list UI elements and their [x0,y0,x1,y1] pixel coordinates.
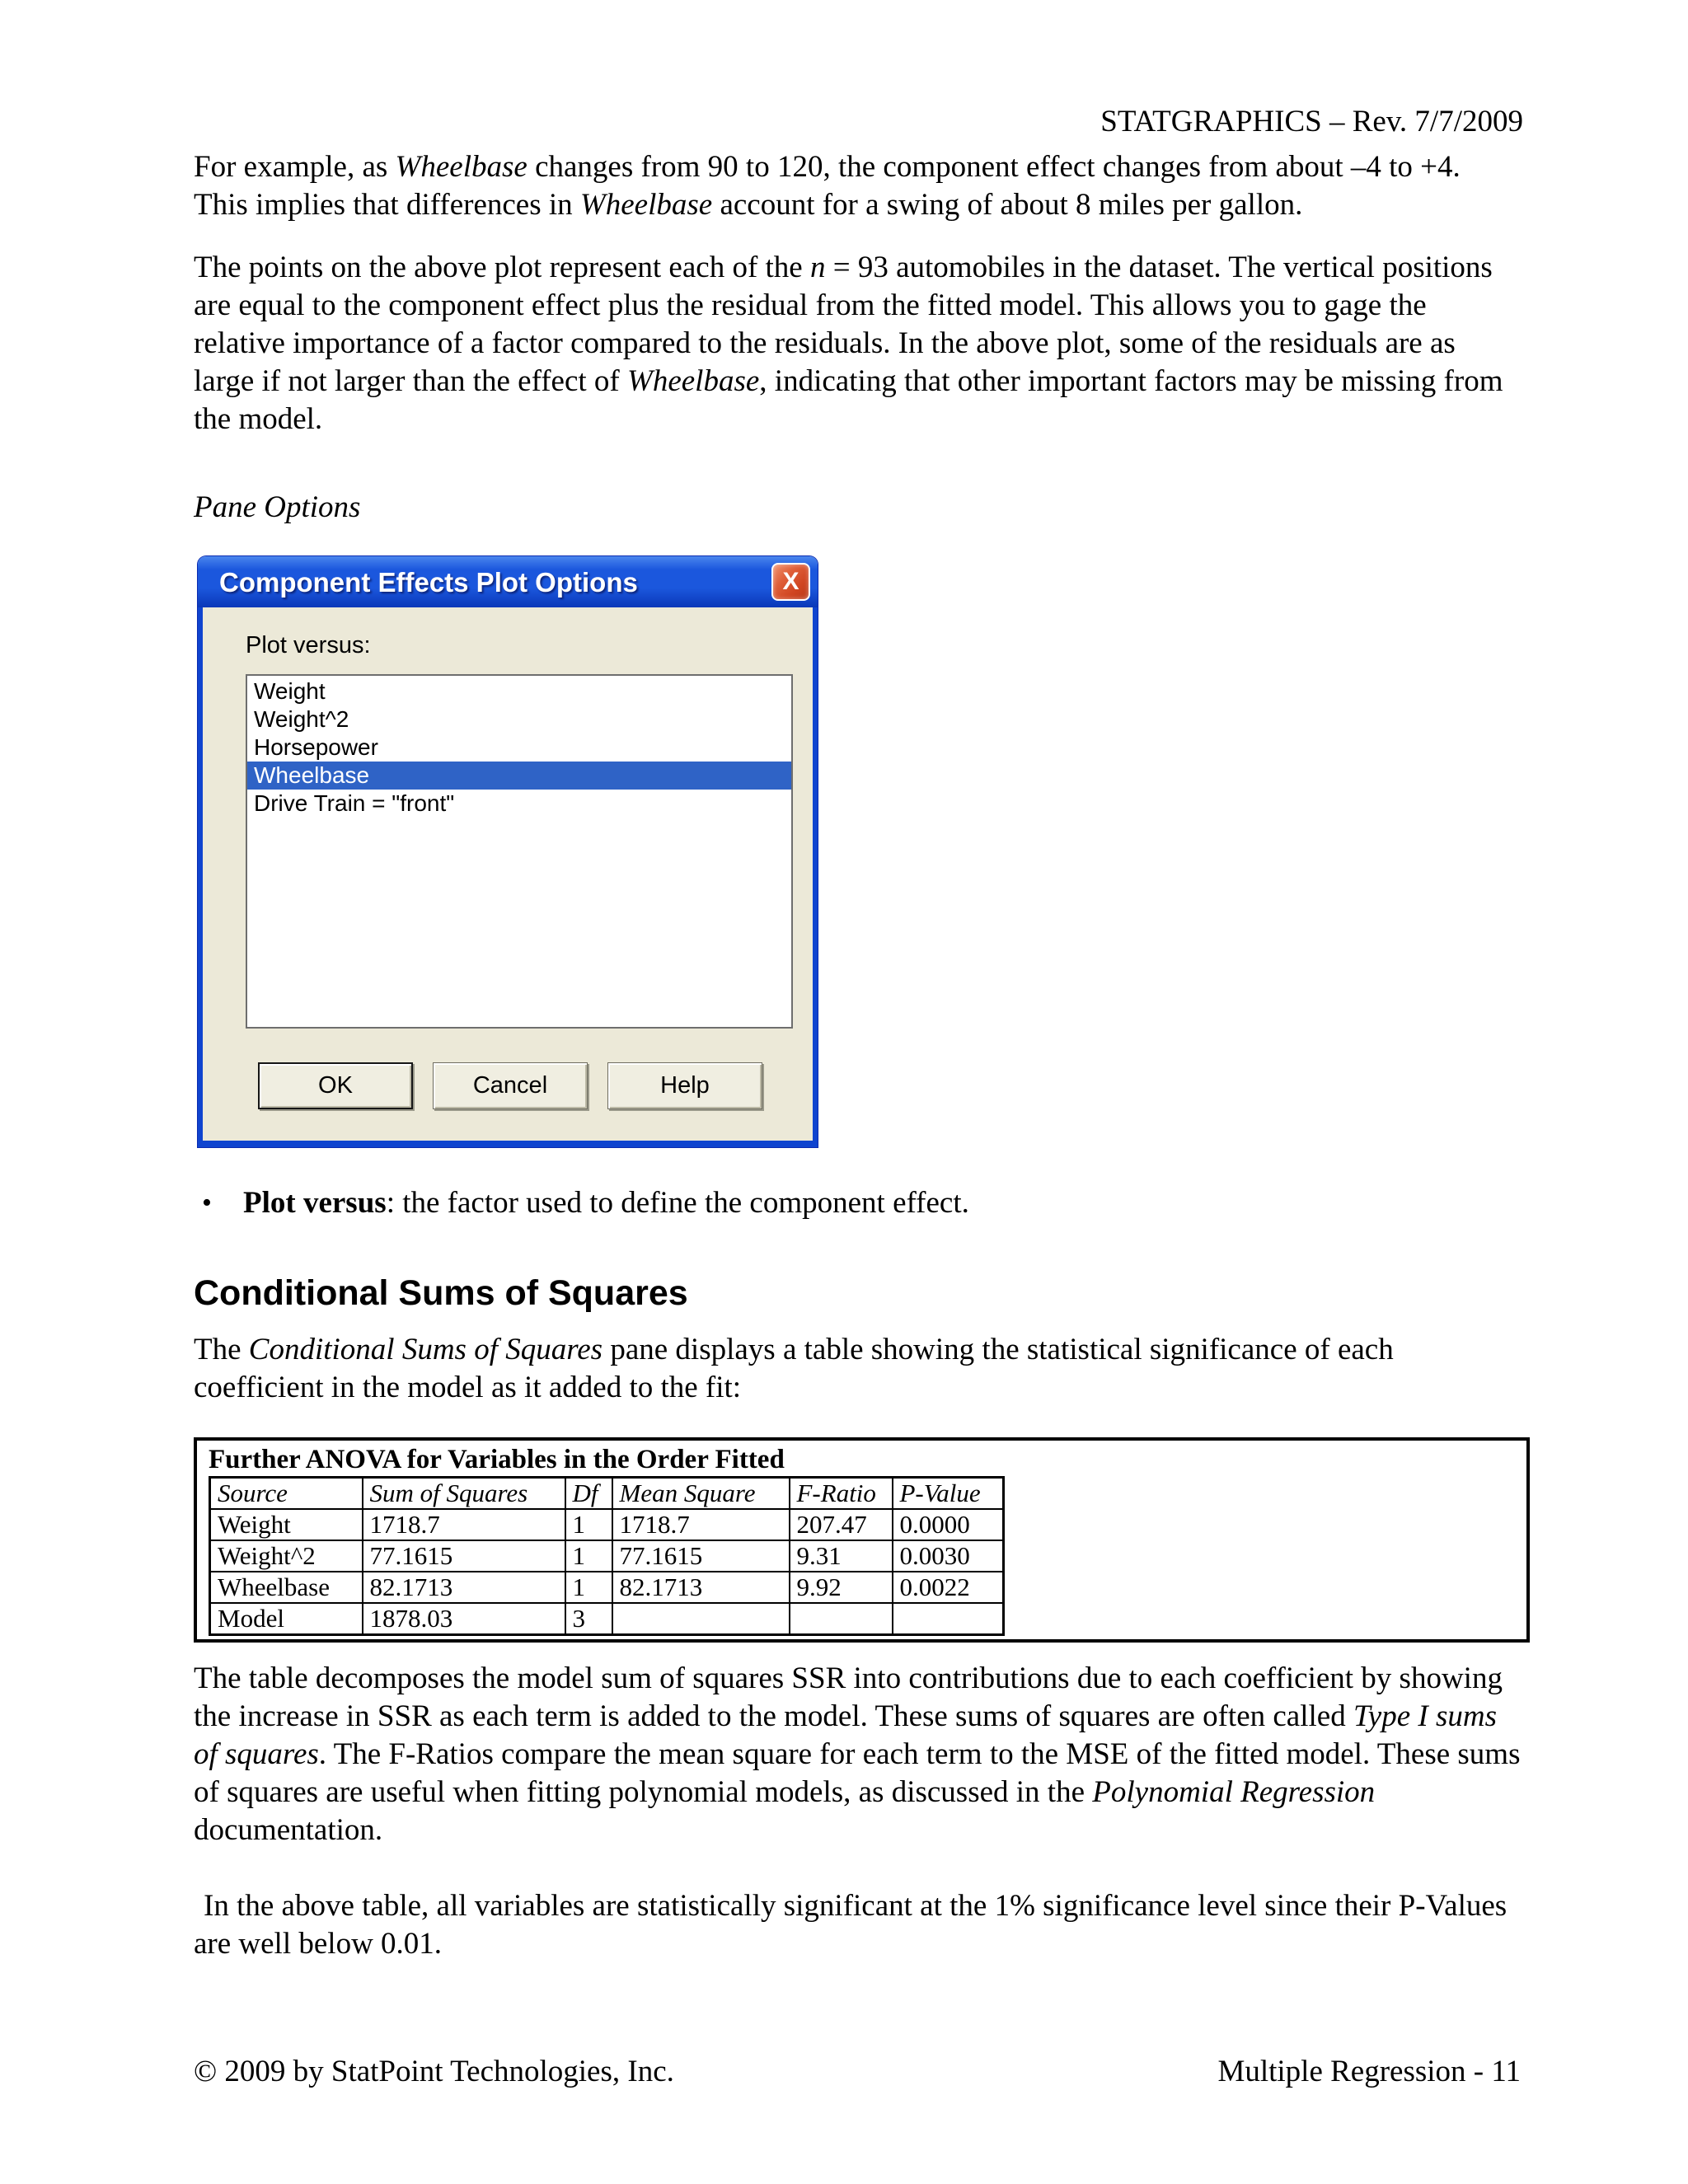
list-item-weight-2[interactable]: Weight^2 [254,706,349,732]
section-heading: Conditional Sums of Squares [194,1273,688,1313]
bullet-text: Plot versus: the factor used to define the component effect. [243,1186,969,1220]
anova-col-f-ratio: F-Ratio [790,1478,893,1510]
anova-col-source: Source [210,1478,363,1510]
paragraph-points-on-plot: The points on the above plot represent each of the n = 93 automobiles in the dataset. The vertical positions are equal to the component effect plus the residual from the fitted model. This allows you to gage the relative importance of a factor compared to the residuals. In the above plot, some of the residuals are as large if not larger than the effect of Wheelbase, indicating that other important factors may be missing from the model. [194,251,1503,436]
pane-options-heading: Pane Options [194,490,361,524]
anova-table-title: Further ANOVA for Variables in the Order Fitted [209,1445,785,1474]
plot-versus-label: Plot versus: [246,632,371,658]
dialog-title: Component Effects Plot Options [219,567,638,598]
anova-table [209,1476,1005,1636]
anova-header-row [210,1478,1004,1510]
list-item-drive-train-front[interactable]: Drive Train = "front" [254,790,455,816]
anova-col-df: Df [565,1478,612,1510]
plot-versus-listbox[interactable] [246,674,793,1029]
paragraph-wheelbase-effect: For example, as Wheelbase changes from 90 to 120, the component effect changes from about –4 to +4. This implies that differences in Wheelbase account for a swing of about 8 miles per gallon. [194,150,1461,222]
table-row: Model 1878.03 3 [210,1603,1004,1635]
footer-page-number: Multiple Regression - 11 [1217,2055,1521,2088]
help-button[interactable]: Help [607,1062,762,1109]
dialog-titlebar[interactable] [198,556,818,607]
table-row: Wheelbase 82.1713 1 82.1713 9.92 0.0022 [210,1572,1004,1603]
list-item-wheelbase[interactable]: Wheelbase [247,762,791,790]
list-item-weight[interactable]: Weight [254,678,326,704]
paragraph-table-decomposes: The table decomposes the model sum of squares SSR into contributions due to each coefficient by showing the increase in SSR as each term is added to the model. These sums of squares are often called Type I sums of squares. The F-Ratios compare the mean square for each term to the MSE of the fitted model. These sums of squares are useful when fitting polynomial models, as discussed in the Polynomial Regression documentation. [194,1661,1521,1847]
dialog-body [198,607,818,1147]
component-effects-plot-options-dialog [198,556,818,1147]
ok-button[interactable]: OK [258,1062,413,1109]
table-row: Weight 1718.7 1 1718.7 207.47 0.0000 [210,1509,1004,1540]
list-item-horsepower[interactable]: Horsepower [254,734,378,760]
page-footer [194,2054,1521,2089]
page-header: STATGRAPHICS – Rev. 7/7/2009 [1100,105,1523,138]
anova-table-box [194,1437,1530,1643]
anova-col-p-value: P-Value [893,1478,1004,1510]
close-icon[interactable]: X [771,563,810,601]
paragraph-significance: In the above table, all variables are statistically significant at the 1% significance level since their P-Values are well below 0.01. [194,1889,1507,1961]
anova-col-mean-square: Mean Square [612,1478,790,1510]
table-row: Weight^2 77.1615 1 77.1615 9.31 0.0030 [210,1540,1004,1572]
footer-copyright: © 2009 by StatPoint Technologies, Inc. [194,2055,674,2088]
dialog-button-row [258,1062,762,1109]
anova-table-body [210,1509,1004,1635]
anova-col-sum-of-squares: Sum of Squares [363,1478,565,1510]
cancel-button[interactable]: Cancel [433,1062,588,1109]
bullet-icon: • [202,1188,212,1218]
bullet-item-plot-versus [202,1184,1521,1222]
paragraph-conditional-sums-intro: The Conditional Sums of Squares pane displays a table showing the statistical significance of each coefficient in the model as it added to the fit: [194,1333,1394,1404]
